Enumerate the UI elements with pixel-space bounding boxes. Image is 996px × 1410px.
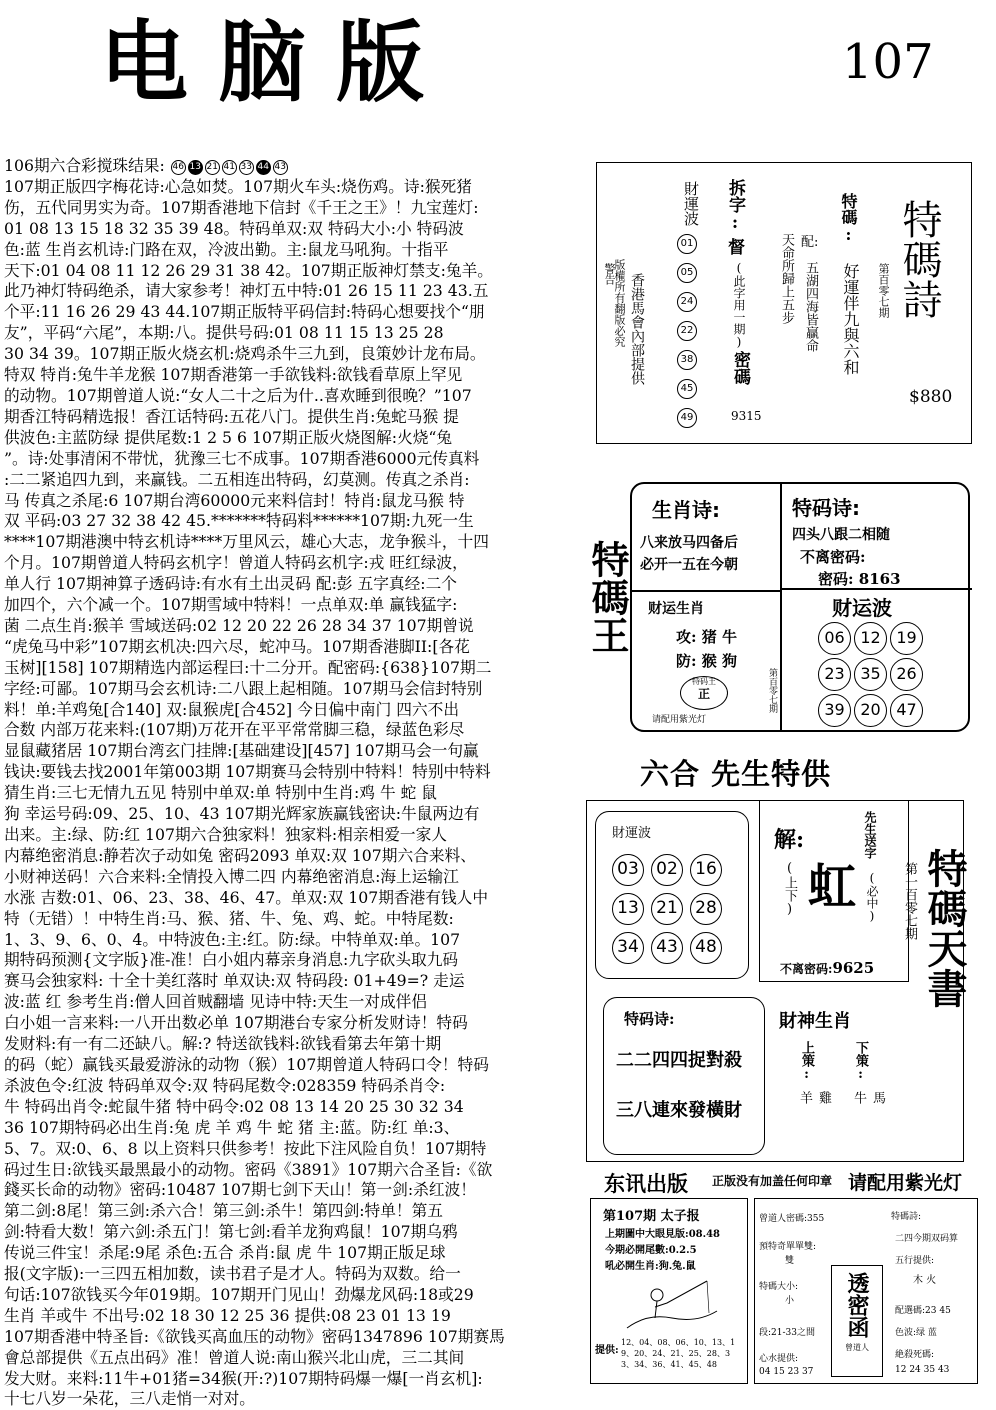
- color-label: 色波:: [895, 1328, 917, 1338]
- code-value: 8163: [858, 570, 901, 588]
- row2-value: 雙: [785, 1256, 795, 1266]
- warning-label: 警告: [603, 263, 616, 285]
- body-line: 1、3、9、6、0、4。中特波色:主:红。防:绿。中特单双:单。107: [4, 929, 461, 949]
- zodiac-line1: 八来放马四备后: [640, 535, 738, 551]
- publisher: 东讯出版: [604, 1172, 688, 1196]
- body-line: 传说三件宝！杀尾:9尾 杀色:五合 杀肖:鼠 虎 牛 107期正版足球: [4, 1243, 446, 1263]
- body-line: 码过生日:欲钱买最黑最小的动物。密码《3891》107期六合圣旨:《欲: [4, 1159, 493, 1179]
- seal-char: 正: [697, 687, 710, 701]
- result-ball: 41: [222, 160, 237, 175]
- body-line: 出来。主:绿、防:红 107期六合独家料！独家料:相亲相爱一家人: [4, 825, 447, 844]
- fortune-title: 财运生肖: [648, 601, 704, 617]
- wave-title: 财运波: [832, 596, 892, 620]
- lower-label: 下策:: [853, 1041, 868, 1082]
- body-line: 色:蓝 生肖玄机诗:门路在双，冷波出勤。主:鼠龙马吼狗。十指平: [4, 239, 449, 259]
- wave-ball: 21: [651, 893, 683, 925]
- wave-label: 財運波: [682, 181, 700, 226]
- split-label: 拆字:: [725, 179, 745, 233]
- god-title: 財神生肖: [779, 1011, 851, 1032]
- body-line: 伤，五代同男实为奇。107期香港地下信封《千王之王》！九宝莲灯:: [4, 197, 479, 217]
- result-ball: 21: [205, 160, 220, 175]
- color-value: 绿 蓝: [916, 1328, 937, 1338]
- divider: [632, 590, 780, 592]
- solve-code-label: 不离密码:: [780, 962, 833, 976]
- result-ball: 46: [171, 160, 186, 175]
- poem-issue: 第百零七期: [877, 263, 890, 318]
- wave-ball: 47: [890, 694, 923, 727]
- body-line: 菌 二点生肖:猴羊 雪域送码:02 12 20 22 26 28 34 37 107期曾说: [4, 615, 474, 635]
- pair-col1: 天命所歸上五步: [779, 233, 794, 324]
- body-line: 赛马会独家料: 十全十美红落时 单双诀:双 特码段: 01+49=? 走运: [4, 971, 465, 991]
- lower-animals: 馬 牛: [851, 1091, 885, 1122]
- body-line: 内幕绝密消息:静若次子动如兔 密码2093 单双:双 107期六合来料、: [4, 845, 476, 865]
- wave-panel: [595, 811, 749, 979]
- center-sub: 曾道人: [845, 1343, 869, 1352]
- body-line: 此乃神灯特码绝杀，请大家参考！神灯五中特:01 26 15 11 23 43.五: [4, 281, 489, 301]
- page-title: 电脑版: [100, 10, 455, 114]
- king-box: [630, 482, 970, 732]
- body-line: 个平:11 16 26 29 43 44.107期正版特平码信封:特码心想要找个“朋: [4, 302, 485, 322]
- wave-ball: 13: [612, 893, 644, 925]
- issue-number: 107: [842, 34, 934, 90]
- wave-ball: 03: [612, 854, 644, 886]
- prince-line2: 今期必開尾數:0.2.5: [605, 1245, 697, 1256]
- wave-ball: 28: [690, 893, 722, 925]
- body-line: 107期正版四字梅花诗:心急如焚。107期火车头:烧伤鸡。诗:猴死猪: [4, 176, 472, 196]
- wave-ball: 38: [677, 350, 697, 370]
- wave-balls: [677, 231, 701, 434]
- body-line: 第二剑:8尾！第三剑:杀六合！第三剑:杀牛！第四剑:特单！第五: [4, 1201, 443, 1221]
- attack-label: 攻:: [676, 628, 697, 646]
- body-line: 水涨 吉数:01、06、23、38、46、47。单双:双 107期香港有钱人中: [4, 887, 489, 907]
- body-line: 期香江特码精选报！香江话特码:五花八门。提供生肖:兔蛇马猴 提: [4, 406, 459, 426]
- solve-code-value: 9625: [832, 959, 875, 977]
- body-line: 小财神送码！六合来料:全情投入博二四 内幕绝密消息:海上运输江: [4, 866, 459, 886]
- body-line: 发大财。来料:11牛+01猪=34猴(开:?)107期特码爆一爆[一肖玄机]:: [4, 1368, 483, 1388]
- code-label: 不离密码:: [800, 548, 866, 566]
- warning-text: 版權所有翻版必究: [613, 259, 626, 347]
- row4: [759, 1325, 815, 1338]
- body-line: 报(文字版):一三四五相加数，读书君子是才人。特码为双数。给一: [4, 1264, 461, 1284]
- body-line: 107期香港中特圣旨:《欲钱买高血压的动物》密码1347896 107期赛馬: [4, 1326, 505, 1346]
- wave-ball: 22: [677, 321, 697, 341]
- wave-ball: 19: [890, 622, 923, 655]
- body-lines: [4, 177, 580, 1410]
- solve-code-row: [780, 959, 874, 977]
- body-line: 特（无错）！中特生肖:马、猴、猪、牛、兔、鸡、蛇。中特尾数:: [4, 908, 454, 928]
- wave-ball: 02: [651, 854, 683, 886]
- wave-ball: 24: [677, 292, 697, 312]
- code-poem-title: 特码诗:: [792, 496, 860, 520]
- split-note: (此字用一期): [732, 261, 746, 349]
- body-line: 钱诀:要钱去找2001年第003期 107期赛马会特别中特料！特别中特料: [4, 762, 491, 782]
- body-line: “虎兔马中彩”107期玄机决:四六尽，蛇冲马。107期香港脚II:[各花: [4, 636, 470, 656]
- uv-note: 请配用紫光灯: [652, 715, 707, 725]
- result-balls: [170, 156, 289, 175]
- code-value-row: [818, 568, 901, 589]
- wave-ball: 26: [890, 658, 923, 691]
- attack-row: [676, 626, 737, 647]
- split-char: 督: [728, 238, 745, 258]
- color-row: [895, 1325, 937, 1338]
- match-value: 23 45: [925, 1306, 951, 1316]
- body-line: 波:蓝 红 参考生肖:僧人回首贼翻墙 见诗中特:天生一对成伴侣: [4, 992, 428, 1012]
- result-ball: 44: [256, 160, 271, 175]
- body-line: 单人行 107期神算子透码诗:有水有土出灵码 配:彭 五字真经:二个: [4, 574, 457, 594]
- body-line: 天下:01 04 08 11 12 26 29 31 38 42。107期正版神灯禁支:兔羊。: [4, 260, 493, 280]
- body-line: 30 34 39。107期正版火烧玄机:烧鸡杀牛三九到，良策妙计龙布局。: [4, 344, 486, 364]
- row4-value: 21-33之間: [771, 1328, 815, 1338]
- body-text: [4, 156, 580, 1410]
- body-line: 期特码预测{文字版}准-准！白小姐内幕亲身消息:九字砍头取九码: [4, 950, 459, 970]
- body-line: 合数 内部万花来料:(107期)万花开在平平常常脚三稳，绿蓝色彩尽: [4, 720, 465, 740]
- defend-label: 防:: [676, 652, 697, 670]
- liuhe-side-title: 特碼天書: [921, 848, 968, 1008]
- result-ball: 43: [273, 160, 288, 175]
- wave-balls: [818, 622, 936, 730]
- pair-col2: 五湖四海皆贏命: [803, 261, 818, 352]
- liuhe-box: [586, 800, 968, 1162]
- body-line: 十七八岁一朵花，三八走悄一对对。: [4, 1389, 255, 1409]
- five-label: 五行提供:: [895, 1256, 935, 1266]
- prince-line1: 上期圖中大眼見版:08.48: [605, 1229, 721, 1240]
- defend-row: [676, 650, 737, 671]
- row4-label: 段:: [759, 1328, 772, 1338]
- body-line: 供波色:主蓝防绿 提供尾数:1 2 5 6 107期正版火烧图解:火烧“兔: [4, 427, 453, 447]
- body-line: 的码（蛇）赢钱买最爱游泳的动物（猴）107期曾道人特码口令！特码: [4, 1054, 489, 1074]
- body-line: 杀波色令:红波 特码单双令:双 特码尾数令:028359 特码杀肖令:: [4, 1075, 446, 1095]
- upper-label: 上策:: [799, 1041, 814, 1082]
- teacher-note: (必中): [865, 871, 879, 923]
- zodiac-title: 生肖诗:: [652, 498, 720, 522]
- uv-notice: 请配用紫光灯: [848, 1172, 963, 1194]
- poem-title: 特碼詩: [896, 199, 942, 319]
- kill-value: 12 24 35 43: [895, 1365, 950, 1375]
- wave-ball: 12: [854, 622, 887, 655]
- code-poem-line: 四头八跟二相随: [792, 527, 890, 543]
- body-line: 字经:可鄙。107期马会玄机诗:二八跟上起相随。107期马会信封特别: [4, 678, 483, 698]
- wave-ball: 01: [677, 234, 697, 254]
- wave-ball: 23: [818, 658, 851, 691]
- king-issue: 第百零七期: [767, 668, 777, 713]
- attack-value: 猪 牛: [701, 628, 738, 646]
- heart-label: 心水提供:: [759, 1354, 799, 1364]
- special-poem: 好運伴九與六和: [841, 263, 860, 375]
- wave-ball: 20: [854, 694, 887, 727]
- wave-ball: 34: [612, 932, 644, 964]
- kill-label: 絶殺死碼:: [895, 1350, 935, 1360]
- poem-panel: [603, 997, 765, 1155]
- row1: [759, 1211, 824, 1224]
- body-line: 5、7。双:0、6、8 以上资料只供参考！按此下注风险自负！107期特: [4, 1138, 487, 1158]
- poem-line2: 三八連來發橫財: [616, 1100, 742, 1121]
- poem-box: [596, 162, 972, 444]
- poem-price: $880: [909, 387, 953, 407]
- split-code: 密碼: [730, 351, 750, 385]
- body-line: 玉树][158] 107期精选内部运程曰:十二分开。配密码:{638}107期二: [4, 657, 492, 677]
- body-line: 双 平码:03 27 32 38 42 45.*******特码料******107期:九死一生: [4, 511, 474, 531]
- wave-ball: 49: [677, 408, 697, 428]
- wave-ball: 16: [690, 854, 722, 886]
- solve-note: (上下): [782, 861, 797, 917]
- wave-ball: 48: [690, 932, 722, 964]
- liuhe-issue: 第一百零七期: [902, 862, 917, 940]
- row3-label: 特碼大小:: [759, 1282, 799, 1292]
- row1-value: 355: [807, 1214, 825, 1224]
- body-line: 會总部提供《五点出码》准！曾道人说:南山猴兴北山虎，三二其间: [4, 1347, 465, 1367]
- body-line: 显鼠藏猪居 107期台湾玄门挂牌:[基础建设][457] 107期马会一句赢: [4, 741, 479, 761]
- body-line: 发财料:有一有二还缺八。解:? 特送欲钱料:欲钱看第去年第十期: [4, 1034, 442, 1054]
- wave-ball: 39: [818, 694, 851, 727]
- body-line: 加四个，六个减一个。107期雪域中特料！一点单双:单 赢钱猛字:: [4, 595, 458, 615]
- divider: [780, 484, 782, 730]
- row3-value: 小: [785, 1296, 795, 1306]
- result-ball: 33: [239, 160, 254, 175]
- body-line: 01 08 13 15 18 32 35 39 48。特码单双:双 特码大小:小 特码波: [4, 218, 464, 238]
- body-line: 料！单:羊鸡兔[合140] 双:鼠猴虎[合452] 今日偏中南门 四六不出: [4, 699, 460, 719]
- code-value-label: 密码:: [818, 570, 854, 588]
- prince-title: 第107期 太子报: [603, 1209, 700, 1224]
- center-title: 透密函: [844, 1272, 870, 1338]
- poem-title: 特码诗:: [624, 1010, 675, 1028]
- poem-line1: 二二四四捉對殺: [616, 1050, 742, 1071]
- notice: 正版没有加盖任何印章: [712, 1174, 833, 1188]
- solve-label: 解:: [774, 827, 805, 853]
- body-line: 猜生肖:三七无情九五见 特别中单双:单 特别中生肖:鸡 牛 蛇 鼠: [4, 783, 437, 803]
- body-line: ****107期港澳中特玄机诗****万里风云，雄心大志，龙争猴斗，十四: [4, 532, 489, 552]
- wave-ball: 45: [677, 379, 697, 399]
- wave-ball: 05: [677, 263, 697, 283]
- body-line: 个月。107期曾道人特码玄机字！曾道人特码玄机字:戎 旺红绿波，: [4, 553, 468, 573]
- poem-value: 二四今期双码算: [895, 1234, 959, 1244]
- special-label: 特碼:: [839, 193, 858, 244]
- seal-stamp: [680, 676, 728, 710]
- offer-numbers: 12、04、08、06、10、13、19、20、24、21、25、28、33、34、36、41、45、48: [621, 1338, 736, 1369]
- defend-value: 猴 狗: [701, 652, 738, 670]
- row1-label: 曾道人密碼:: [759, 1214, 808, 1224]
- upper-animals: 雞 羊: [797, 1091, 831, 1122]
- poem-label: 特碼詩:: [891, 1212, 922, 1222]
- match-row: [895, 1303, 951, 1316]
- prince-line3: 吼必開生肖:狗.兔.鼠: [605, 1261, 696, 1272]
- seal-ring: 特码王: [692, 677, 716, 686]
- zodiac-line2: 必开一五在今朝: [640, 557, 738, 573]
- wave-title: 財運波: [612, 826, 652, 841]
- body-line: 特双 特肖:兔牛羊龙猴 107期香港第一手欲钱料:欲钱看草原上罕见: [4, 365, 463, 385]
- solve-char: 虹: [808, 859, 857, 915]
- wave-balls: [612, 854, 732, 971]
- row2-label: 預特奇單單雙:: [759, 1242, 817, 1252]
- code-number: 9315: [731, 409, 762, 423]
- pair-label: 配:: [801, 235, 819, 250]
- body-line: 剑:特看大数！第六剑:杀五门！第七剑:看羊龙狗鸡鼠！107期乌鸦: [4, 1222, 458, 1242]
- body-line: 錢买长命的动物》密码:10487 107期七剑下天山！第一剑:杀红波！: [4, 1180, 476, 1200]
- result-ball: 13: [188, 160, 203, 175]
- secret-box: [754, 1198, 978, 1384]
- body-line: 生肖 羊或牛 不出号:02 18 30 12 25 36 提供:08 23 01 13 19: [4, 1305, 451, 1325]
- body-line: 白小姐一言来料:一八开出数必单 107期港台专家分析发财诗！特码: [4, 1013, 468, 1033]
- fishing-illustration: [617, 1273, 727, 1333]
- liuhe-banner: 六合 先生特供: [640, 757, 832, 791]
- body-line: 马 传真之杀尾:6 107期台湾60000元来料信封！特肖:鼠龙马猴 特: [4, 490, 465, 510]
- offer-label: 提供:: [595, 1345, 619, 1356]
- body-line: :二二紧追四九到，来赢钱。二五相连出特码，幻莫测。传真之杀肖:: [4, 469, 470, 489]
- body-line: 友”，平码“六尾”，本期:八。提供号码:01 08 11 15 13 25 28: [4, 323, 444, 343]
- body-line: ”。诗:处事清闲不带忧，犹豫三七不成事。107期香港6000元传真料: [4, 448, 480, 468]
- wave-ball: 35: [854, 658, 887, 691]
- center-panel: [831, 1265, 883, 1377]
- king-side-title: 特碼王: [585, 540, 630, 654]
- solve-panel: [759, 801, 909, 982]
- heart-value: 04 15 23 37: [759, 1367, 814, 1377]
- body-line: 句话:107欲钱买今年019期。107期开门见山！劲爆龙风码:18或29: [4, 1284, 474, 1304]
- body-line: 36 107期特码必出生肖:兔 虎 羊 鸡 牛 蛇 猪 主:蓝。防:红 单:3、: [4, 1117, 460, 1137]
- match-label: 配選碼:: [895, 1306, 926, 1316]
- result-label: 106期六合彩搅珠结果:: [4, 156, 165, 175]
- wave-ball: 43: [651, 932, 683, 964]
- body-line: 牛 特码出肖令:蛇鼠牛猪 特中码令:02 08 13 14 20 25 30 32 34: [4, 1096, 464, 1116]
- body-line: 的动物。107期曾道人说:“女人二十之后为什..喜欢睡到很晚？”107: [4, 385, 472, 405]
- result-line: [4, 156, 580, 177]
- five-value: 木 火: [913, 1275, 937, 1286]
- wave-ball: 06: [818, 622, 851, 655]
- prince-box: [590, 1198, 748, 1384]
- source-text: 香港馬會內部提供: [629, 273, 645, 385]
- body-line: 狗 幸运号码:09、25、10、43 107期光辉家族赢钱密诀:牛鼠两边有: [4, 804, 480, 824]
- teacher-label: 先生送字: [863, 811, 877, 859]
